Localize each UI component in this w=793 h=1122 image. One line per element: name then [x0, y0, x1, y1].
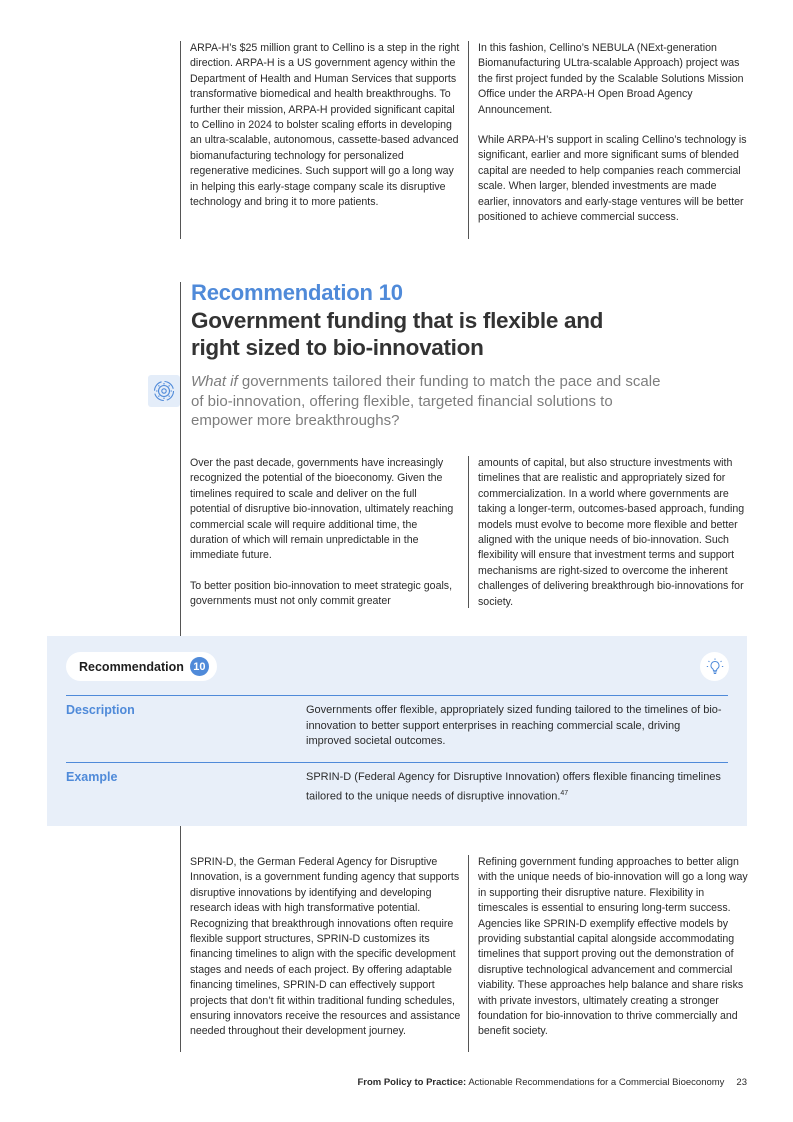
- recommendation-badge-label: Recommendation: [79, 659, 184, 674]
- top-left-column: [190, 41, 462, 210]
- bottom-left-column: [190, 855, 462, 1040]
- recommendation-title: Government funding that is flexible and right sized to bio-innovation: [191, 308, 604, 360]
- page-number: 23: [736, 1077, 747, 1088]
- description-text: Governments offer flexible, appropriately sized funding tailored to the timelines of bio-innovation to better support enterprises in reaching commercial scale, driving improved societal outcomes.: [306, 704, 722, 747]
- lightbulb-icon: [700, 652, 729, 681]
- middle-right-column: [478, 456, 750, 610]
- column-divider: [180, 41, 181, 239]
- page-footer: [357, 1077, 747, 1088]
- what-if-lead: What if: [191, 373, 238, 390]
- table-divider: [66, 695, 728, 696]
- body-paragraph: amounts of capital, but also structure investments with timelines that are realistic and appropriately sized for commercialization. In a world where governments are taking a longer-term, outcomes-based approach, funding models must evolve to become more flexible and better aligned with the unique needs of bio-innovation. Such flexibility will ensure that investment terms and support mechanisms are right-sized to overcome the inherent challenges of delivering breakthrough bio-innovations for society.: [478, 457, 745, 608]
- section-divider: [180, 826, 181, 1052]
- column-divider: [468, 41, 469, 239]
- body-paragraph: Over the past decade, governments have increasingly recognized the potential of the bioeconomy. Given the timelines required to scale and deliver on the full potential of disruptive bio-innovation, ultimately reaching commercial scale will require additional time, the duration of which will remain unpredictable in the immediate future.: [190, 457, 454, 562]
- footnote-marker: 47: [560, 789, 569, 797]
- body-paragraph: To better position bio-innovation to meet strategic goals, governments must not only commit greater: [190, 579, 453, 608]
- body-paragraph: While ARPA-H’s support in scaling Cellino’s technology is significant, earlier and more significant sums of blended capital are needed to help companies reach commercial scale. When larger, blended investments are made earlier, innovators and early-stage ventures will be better positioned to achieve commercial success.: [478, 134, 747, 224]
- bottom-right-column: [478, 855, 750, 1040]
- middle-left-column: [190, 456, 455, 610]
- column-divider: [468, 855, 469, 1052]
- body-paragraph: SPRIN-D, the German Federal Agency for Disruptive Innovation, is a government funding agency that supports disruptive innovations by identifying and developing research ideas with high transformative potential. Recognizing that breakthrough innovations often require flexible support structures, SPRIN-D customizes its financing timelines to align with the specific development stages and needs of each project. By offering adaptable financing timelines, SPRIN-D can effectively support projects that don’t fit within traditional funding schedules, ensuring innovators receive the resources and assistance needed throughout their development journey.: [190, 856, 461, 1038]
- example-text-block: [306, 770, 726, 805]
- what-if-statement: [191, 372, 661, 431]
- what-if-text: governments tailored their funding to match the pace and scale of bio-innovation, offering flexible, targeted financial solutions to empower more breakthroughs?: [191, 373, 661, 429]
- body-paragraph: Refining government funding approaches to better align with the unique needs of bio-innovation will go a long way in supporting their disruptive nature. Flexibility in timescales is essential to ensuring long-term success. Agencies like SPRIN-D exemplify effective models by providing substantial capital alongside accommodating timelines that support proving out the demonstration of disruptive technological advancement and commercial viability. These approaches help balance and share risks with private investors, ultimately creating a stronger foundation for bio-innovation to thrive commercially and benefit society.: [478, 856, 748, 1038]
- recommendation-badge: [66, 652, 217, 681]
- gear-cycle-icon: [148, 375, 180, 407]
- top-right-column: [478, 41, 750, 225]
- body-paragraph: In this fashion, Cellino’s NEBULA (NExt-generation Biomanufacturing ULtra-scalable Approach) project was the first project funded by the Scalable Solutions Mission Office under the ARPA-H Open Broad Agency Announcement.: [478, 42, 744, 116]
- body-paragraph: ARPA-H’s $25 million grant to Cellino is a step in the right direction. ARPA-H is a US government agency within the Department of Health and Human Services that supports transformative biomedical and health breakthroughs. To further their mission, ARPA-H provided significant capital to Cellino in 2024 to bolster scaling efforts in developing an ultra-scalable, autonomous, cassette-based advanced biomanufacturing technology for personalized regenerative medicines. Such support will go a long way in helping this early-stage company scale its disruptive technology and bring it to more patients.: [190, 42, 460, 209]
- section-divider: [180, 282, 181, 636]
- footer-report-title: Actionable Recommendations for a Commercial Bioeconomy: [466, 1077, 725, 1088]
- recommendation-badge-number: 10: [190, 657, 209, 676]
- table-divider: [66, 762, 728, 763]
- footer-report-title-bold: From Policy to Practice:: [357, 1077, 467, 1088]
- recommendation-number-heading: Recommendation 10: [191, 280, 403, 305]
- description-label: Description: [66, 703, 135, 717]
- example-text: SPRIN-D (Federal Agency for Disruptive Innovation) offers flexible financing timelines tailored to the unique needs of disruptive innovation.: [306, 771, 721, 803]
- column-divider: [468, 456, 469, 608]
- example-label: Example: [66, 770, 118, 784]
